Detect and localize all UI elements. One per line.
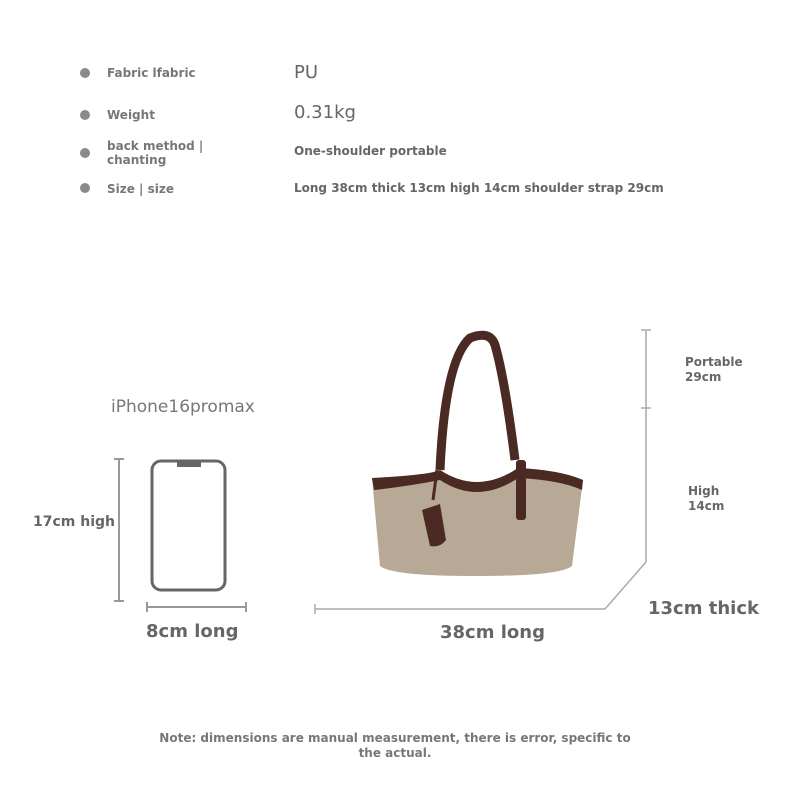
phone-model-label: iPhone16promax: [111, 397, 255, 417]
bag-length-label: 38cm long: [440, 622, 545, 643]
phone-length-label: 8cm long: [146, 621, 239, 642]
phone-outline-icon: [152, 461, 225, 590]
spec-label: back method | chanting: [107, 139, 204, 167]
spec-value: One-shoulder portable: [294, 144, 447, 158]
phone-height-line: [114, 459, 124, 601]
bag-strap-label: Portable 29cm: [685, 355, 743, 384]
handbag-image: [372, 335, 583, 576]
spec-value: PU: [294, 62, 319, 83]
bag-thick-label: 13cm thick: [648, 598, 759, 619]
spec-label: Weight: [107, 108, 155, 122]
spec-label: Fabric lfabric: [107, 66, 196, 80]
measurement-note: Note: dimensions are manual measurement, there is error, specific to the actual.: [159, 731, 631, 760]
spec-value: Long 38cm thick 13cm high 14cm shoulder strap 29cm: [294, 181, 664, 195]
spec-value: 0.31kg: [294, 102, 356, 123]
phone-length-line: [147, 602, 246, 612]
bag-high-label: High 14cm: [688, 484, 725, 513]
spec-label: Size | size: [107, 182, 174, 196]
phone-height-label: 17cm high: [33, 514, 115, 530]
